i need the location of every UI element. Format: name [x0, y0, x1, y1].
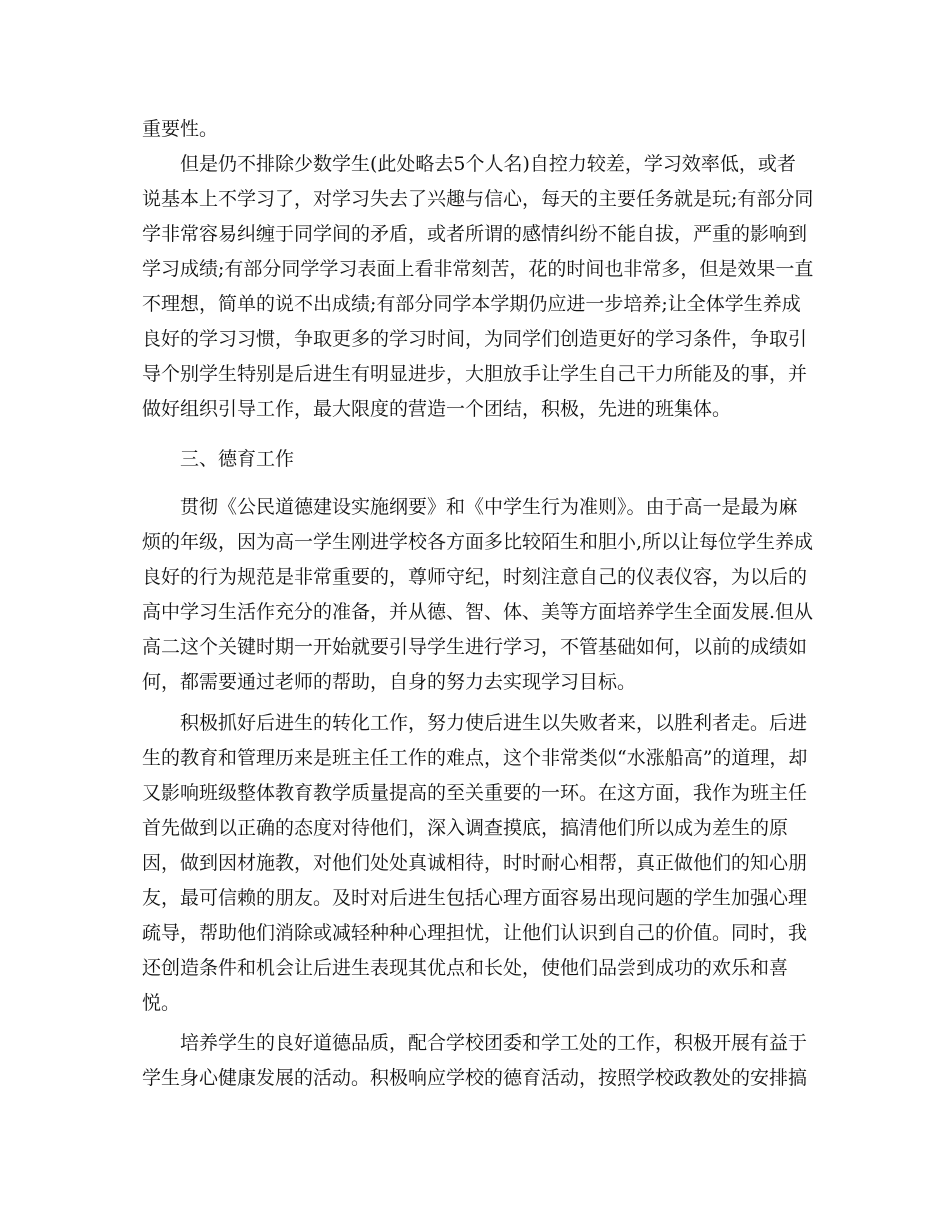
text-line: 悦。	[142, 992, 181, 1014]
text-line: 不理想，简单的说不出成绩;有部分同学本学期仍应进一步培养;让全体学生养成	[142, 293, 801, 315]
text-line: 高中学习生活作充分的准备，并从德、智、体、美等方面培养学生全面发展.但从	[142, 601, 814, 623]
text-line: 做好组织引导工作，最大限度的营造一个团结，积极，先进的班集体。	[142, 398, 732, 420]
text-line: 又影响班级整体教育教学质量提高的至关重要的一环。在这方面，我作为班主任	[142, 782, 808, 804]
text-line: 因，做到因材施教，对他们处处真诚相待，时时耐心相帮，真正做他们的知心朋	[142, 852, 808, 874]
text-line: 生的教育和管理历来是班主任工作的难点，这个非常类似“水涨船高”的道理，却	[142, 747, 808, 769]
text-line: 学习成绩;有部分同学学习表面上看非常刻苦，花的时间也非常多，但是效果一直	[142, 258, 814, 280]
text-line: 良好的学习习惯，争取更多的学习时间，为同学们创造更好的学习条件，争取引	[142, 328, 808, 350]
text-line: 还创造条件和机会让后进生表现其优点和长处，使他们品尝到成功的欢乐和喜	[142, 957, 789, 979]
text-line: 导个别学生特别是后进生有明显进步，大胆放手让学生自己干力所能及的事，并	[142, 363, 808, 385]
text-line: 首先做到以正确的态度对待他们，深入调查摸底，搞清他们所以成为差生的原	[142, 817, 789, 839]
paragraph-first-line: 但是仍不排除少数学生(此处略去5个人名)自控力较差，学习效率低，或者	[180, 153, 796, 175]
text-line: 说基本上不学习了，对学习失去了兴趣与信心，每天的主要任务就是玩;有部分同	[142, 188, 814, 210]
text-line: 良好的行为规范是非常重要的，尊师守纪，时刻注意自己的仪表仪容，为以后的	[142, 566, 808, 588]
text-line: 重要性。	[142, 118, 219, 140]
text-line: 学非常容易纠缠于同学间的矛盾，或者所谓的感情纠纷不能自拔，严重的影响到	[142, 223, 808, 245]
text-line: 高二这个关键时期一开始就要引导学生进行学习，不管基础如何，以前的成绩如	[142, 636, 808, 658]
paragraph-first-line: 培养学生的良好道德品质，配合学校团委和学工处的工作，积极开展有益于	[180, 1032, 808, 1054]
section-heading: 三、德育工作	[180, 448, 295, 470]
text-line: 友，最可信赖的朋友。及时对后进生包括心理方面容易出现问题的学生加强心理	[142, 887, 808, 909]
paragraph-first-line: 积极抓好后进生的转化工作，努力使后进生以失败者来，以胜利者走。后进	[180, 712, 808, 734]
text-line: 疏导，帮助他们消除或减轻种种心理担忧，让他们认识到自己的价值。同时，我	[142, 922, 808, 944]
paragraph-first-line: 贯彻《公民道德建设实施纲要》和《中学生行为准则》。由于高一是最为麻	[180, 496, 798, 518]
text-line: 学生身心健康发展的活动。积极响应学校的德育活动，按照学校政教处的安排搞	[142, 1067, 808, 1089]
text-line: 烦的年级，因为高一学生刚进学校各方面多比较陌生和胆小,所以让每位学生养成	[142, 531, 814, 553]
text-line: 何，都需要通过老师的帮助，自身的努力去实现学习目标。	[142, 671, 637, 693]
